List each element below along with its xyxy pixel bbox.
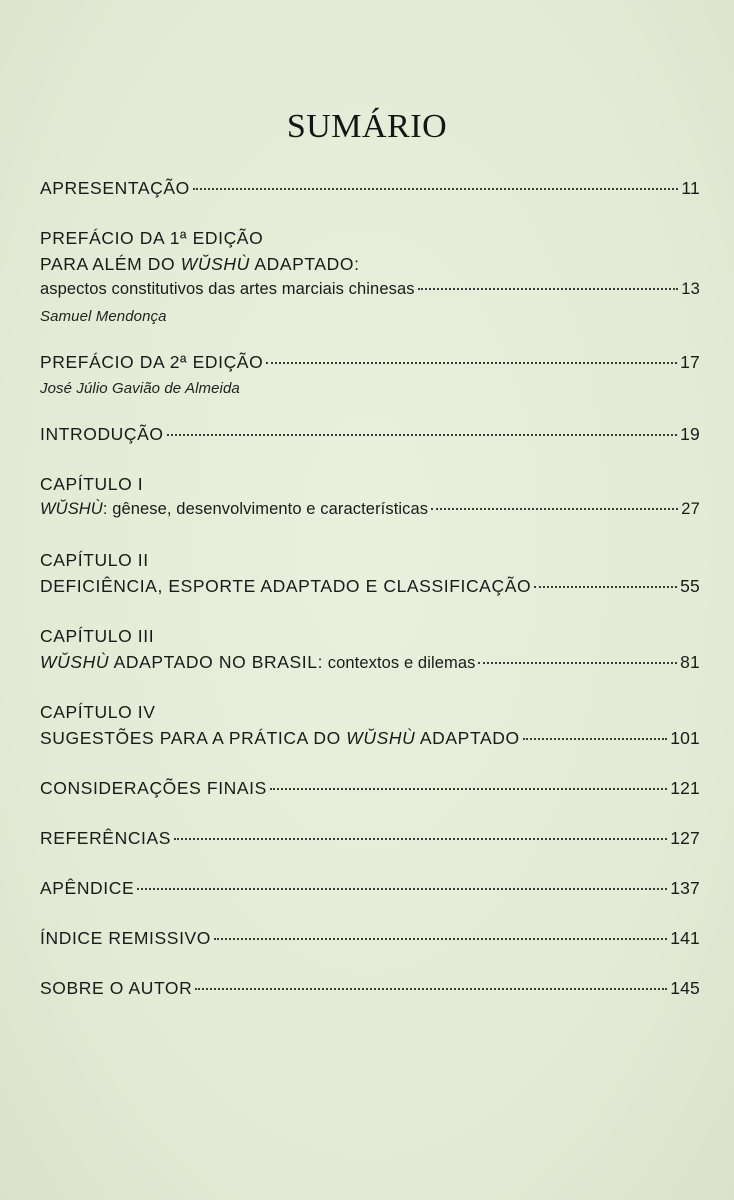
chapter-heading: CAPÍTULO I bbox=[40, 474, 144, 494]
toc-line bbox=[40, 352, 700, 378]
toc-entry-capitulo-1 bbox=[40, 474, 700, 526]
page-number: 101 bbox=[670, 728, 700, 748]
toc-entry-consideracoes bbox=[40, 778, 700, 804]
page-number: 121 bbox=[670, 778, 700, 798]
dot-leader bbox=[214, 938, 667, 940]
entry-title: DEFICIÊNCIA, ESPORTE ADAPTADO E CLASSIFICAÇÃO bbox=[40, 576, 532, 596]
dot-leader bbox=[195, 988, 667, 990]
toc-line bbox=[40, 778, 700, 804]
toc-line bbox=[40, 978, 700, 1004]
page-number: 17 bbox=[680, 352, 700, 372]
page-number: 137 bbox=[670, 878, 700, 898]
title-part: PARA ALÉM DO bbox=[40, 254, 181, 274]
entry-heading: PREFÁCIO DA 1ª EDIÇÃO bbox=[40, 228, 264, 248]
dot-leader bbox=[174, 838, 667, 840]
page-number: 11 bbox=[681, 178, 700, 198]
toc-entry-introducao bbox=[40, 424, 700, 450]
toc-entry-prefacio-1 bbox=[40, 228, 700, 328]
dot-leader bbox=[167, 434, 677, 436]
toc-entry-indice bbox=[40, 928, 700, 954]
title-part: : gênese, desenvolvimento e características bbox=[102, 500, 429, 518]
toc-entry-capitulo-2 bbox=[40, 550, 700, 602]
page-title: SUMÁRIO bbox=[286, 108, 448, 145]
title-italic: WŬSHÙ bbox=[40, 652, 110, 672]
entry-title: SOBRE O AUTOR bbox=[40, 978, 193, 998]
chapter-heading: CAPÍTULO IV bbox=[40, 702, 156, 722]
toc-entry-capitulo-3 bbox=[40, 626, 700, 678]
dot-leader bbox=[270, 788, 667, 790]
toc-line bbox=[40, 178, 700, 204]
title-part: SUGESTÕES PARA A PRÁTICA DO bbox=[40, 728, 347, 748]
title-italic: WŬSHÙ bbox=[346, 728, 416, 748]
table-of-contents bbox=[40, 178, 700, 1028]
page-number: 55 bbox=[680, 576, 700, 596]
page-number: 141 bbox=[670, 928, 700, 948]
title-part: ADAPTADO NO BRASIL: bbox=[109, 652, 324, 672]
title-italic: WŬSHÙ bbox=[180, 254, 250, 274]
toc-entry-apresentacao bbox=[40, 178, 700, 204]
page-number: 13 bbox=[681, 280, 700, 298]
dot-leader bbox=[478, 662, 677, 664]
title-part: ADAPTADO: bbox=[249, 254, 360, 274]
dot-leader bbox=[137, 888, 667, 890]
toc-entry-sobre-autor bbox=[40, 978, 700, 1004]
toc-line bbox=[40, 576, 700, 602]
toc-line bbox=[40, 424, 700, 450]
toc-entry-apendice bbox=[40, 878, 700, 904]
toc-line bbox=[40, 626, 700, 652]
page-number: 19 bbox=[680, 424, 700, 444]
toc-line bbox=[40, 928, 700, 954]
entry-author: Samuel Mendonça bbox=[40, 308, 167, 325]
title-part: contextos e dilemas bbox=[323, 654, 476, 672]
dot-leader bbox=[266, 362, 677, 364]
dot-leader bbox=[523, 738, 668, 740]
chapter-heading: CAPÍTULO II bbox=[40, 550, 149, 570]
toc-line bbox=[40, 702, 700, 728]
toc-line bbox=[40, 550, 700, 576]
toc-line bbox=[40, 728, 700, 754]
title-italic: WŬSHÙ bbox=[40, 500, 103, 518]
dot-leader bbox=[534, 586, 677, 588]
toc-line bbox=[40, 500, 700, 526]
toc-line bbox=[40, 828, 700, 854]
entry-title: INTRODUÇÃO bbox=[40, 424, 164, 444]
toc-line bbox=[40, 254, 700, 280]
dot-leader bbox=[431, 508, 678, 510]
entry-subtitle: aspectos constitutivos das artes marciais chinesas bbox=[40, 280, 415, 298]
page-number: 81 bbox=[680, 652, 700, 672]
entry-title bbox=[40, 500, 428, 519]
page-number: 27 bbox=[681, 500, 700, 518]
entry-title: APRESENTAÇÃO bbox=[40, 178, 190, 198]
entry-title: CONSIDERAÇÕES FINAIS bbox=[40, 778, 267, 798]
toc-line bbox=[40, 474, 700, 500]
title-part: ADAPTADO bbox=[415, 728, 520, 748]
page-number: 127 bbox=[670, 828, 700, 848]
entry-title bbox=[40, 254, 360, 275]
entry-title: PREFÁCIO DA 2ª EDIÇÃO bbox=[40, 352, 264, 372]
toc-line bbox=[40, 878, 700, 904]
entry-title bbox=[40, 652, 475, 673]
dot-leader bbox=[193, 188, 679, 190]
page-number: 145 bbox=[670, 978, 700, 998]
toc-entry-prefacio-2 bbox=[40, 352, 700, 400]
toc-line bbox=[40, 228, 700, 254]
dot-leader bbox=[418, 288, 679, 290]
entry-title: ÍNDICE REMISSIVO bbox=[40, 928, 212, 948]
chapter-heading: CAPÍTULO III bbox=[40, 626, 155, 646]
toc-line bbox=[40, 280, 700, 306]
toc-entry-capitulo-4 bbox=[40, 702, 700, 754]
entry-title bbox=[40, 728, 520, 749]
entry-author: José Júlio Gavião de Almeida bbox=[40, 380, 240, 397]
toc-entry-referencias bbox=[40, 828, 700, 854]
toc-line bbox=[40, 652, 700, 678]
entry-title: APÊNDICE bbox=[40, 878, 135, 898]
entry-title: REFERÊNCIAS bbox=[40, 828, 172, 848]
